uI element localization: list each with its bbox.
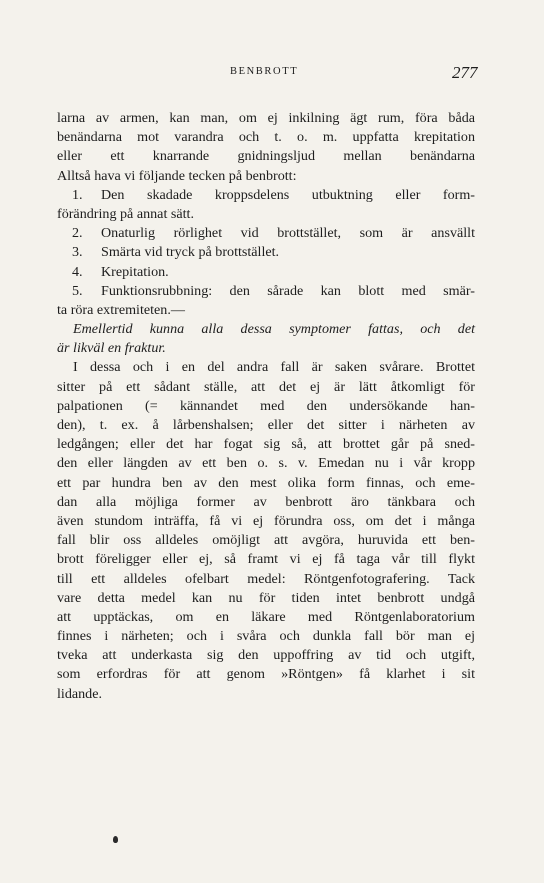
text-line-12 xyxy=(57,320,475,339)
text-line-18: ledgången; eller det har fogat sig så, att brottet går på sned- xyxy=(57,436,475,453)
italic-sentence-2: är likväl en fraktur. xyxy=(57,340,166,357)
running-head: BENBROTT xyxy=(230,66,299,77)
list-item-1-text: Den skadade kroppsdelens utbuktning eller form- xyxy=(101,186,475,203)
text-line-4: Alltså hava vi följande tecken på benbrott: xyxy=(57,167,297,184)
body-text xyxy=(57,109,475,704)
text-line-31: lidande. xyxy=(57,685,103,702)
list-item-5 xyxy=(57,282,475,301)
list-item-1 xyxy=(57,186,475,205)
list-number-5: 5. xyxy=(72,282,83,299)
text-line-17: den), t. ex. å lårbenshalsen; eller det sitter i närheten av xyxy=(57,417,475,433)
italic-sentence-1: Emellertid kunna alla dessa symptomer fattas, och det xyxy=(73,321,475,338)
list-number-3: 3. xyxy=(72,244,83,261)
list-number-2: 2. xyxy=(72,225,83,242)
page-number: 277 xyxy=(452,63,478,82)
text-line-20: ett par hundra ben av den mest olika form finnas, och eme- xyxy=(57,474,475,491)
text-line-13 xyxy=(57,339,475,358)
list-item-1-cont: förändring på annat sätt. xyxy=(57,205,194,222)
text-line-27: att upptäckas, om en läkare med Röntgenlaboratorium xyxy=(57,608,475,625)
list-number-1: 1. xyxy=(72,186,83,203)
page-header xyxy=(0,63,544,86)
text-line-30: som erfordras för att genom »Röntgen» få klarhet i sit xyxy=(57,666,475,683)
text-line-15: sitter på ett sådant ställe, att det ej är lätt åtkomligt för xyxy=(57,378,475,395)
text-line-21: dan alla möjliga former av benbrott äro tänkbara och xyxy=(57,493,475,510)
text-line-22: även stundom inträffa, få vi ej förundra oss, om det i många xyxy=(57,512,475,529)
list-item-5-text: Funktionsrubbning: den sårade kan blott med smär- xyxy=(101,282,475,299)
ink-blot xyxy=(113,836,118,843)
list-item-4-text: Krepitation. xyxy=(101,263,169,280)
list-item-3-text: Smärta vid tryck på brottstället. xyxy=(101,244,280,261)
text-line-16: palpationen (= kännandet med den undersökande han- xyxy=(57,397,475,414)
text-line-3: eller ett knarrande gnidningsljud mellan benändarna xyxy=(57,148,475,165)
list-item-2-text: Onaturlig rörlighet vid brottstället, som är ansvällt xyxy=(101,225,475,242)
text-line-28: finnes i närheten; och i svåra och dunkla fall bör man ej xyxy=(57,628,475,645)
text-line-24: brott föreligger eller ej, så framt vi ej få taga vår till flykt xyxy=(57,551,475,568)
text-line-29: tveka att underkasta sig den uppoffring av tid och utgift, xyxy=(57,647,475,664)
text-line-1: larna av armen, kan man, om ej inkilning ägt rum, föra båda xyxy=(57,110,475,126)
text-line-19: den eller längden av ett ben o. s. v. Emedan nu i vår kropp xyxy=(57,455,475,472)
list-item-5-cont: ta röra extremiteten.— xyxy=(57,301,185,318)
text-line-2: benändarna mot varandra och t. o. m. uppfatta krepitation xyxy=(57,129,475,146)
list-item-3 xyxy=(57,243,475,262)
text-line-23: fall blir oss alldeles omöjligt att avgöra, huruvida ett ben- xyxy=(57,532,475,549)
text-line-14: I dessa och i en del andra fall är saken svårare. Brottet xyxy=(73,359,475,376)
list-item-2 xyxy=(57,224,475,243)
list-item-4 xyxy=(57,263,475,282)
list-number-4: 4. xyxy=(72,263,83,280)
text-line-26: vare detta medel kan nu för tiden intet benbrott undgå xyxy=(57,589,475,606)
text-line-25: till ett alldeles ofelbart medel: Röntgenfotografering. Tack xyxy=(57,570,475,587)
